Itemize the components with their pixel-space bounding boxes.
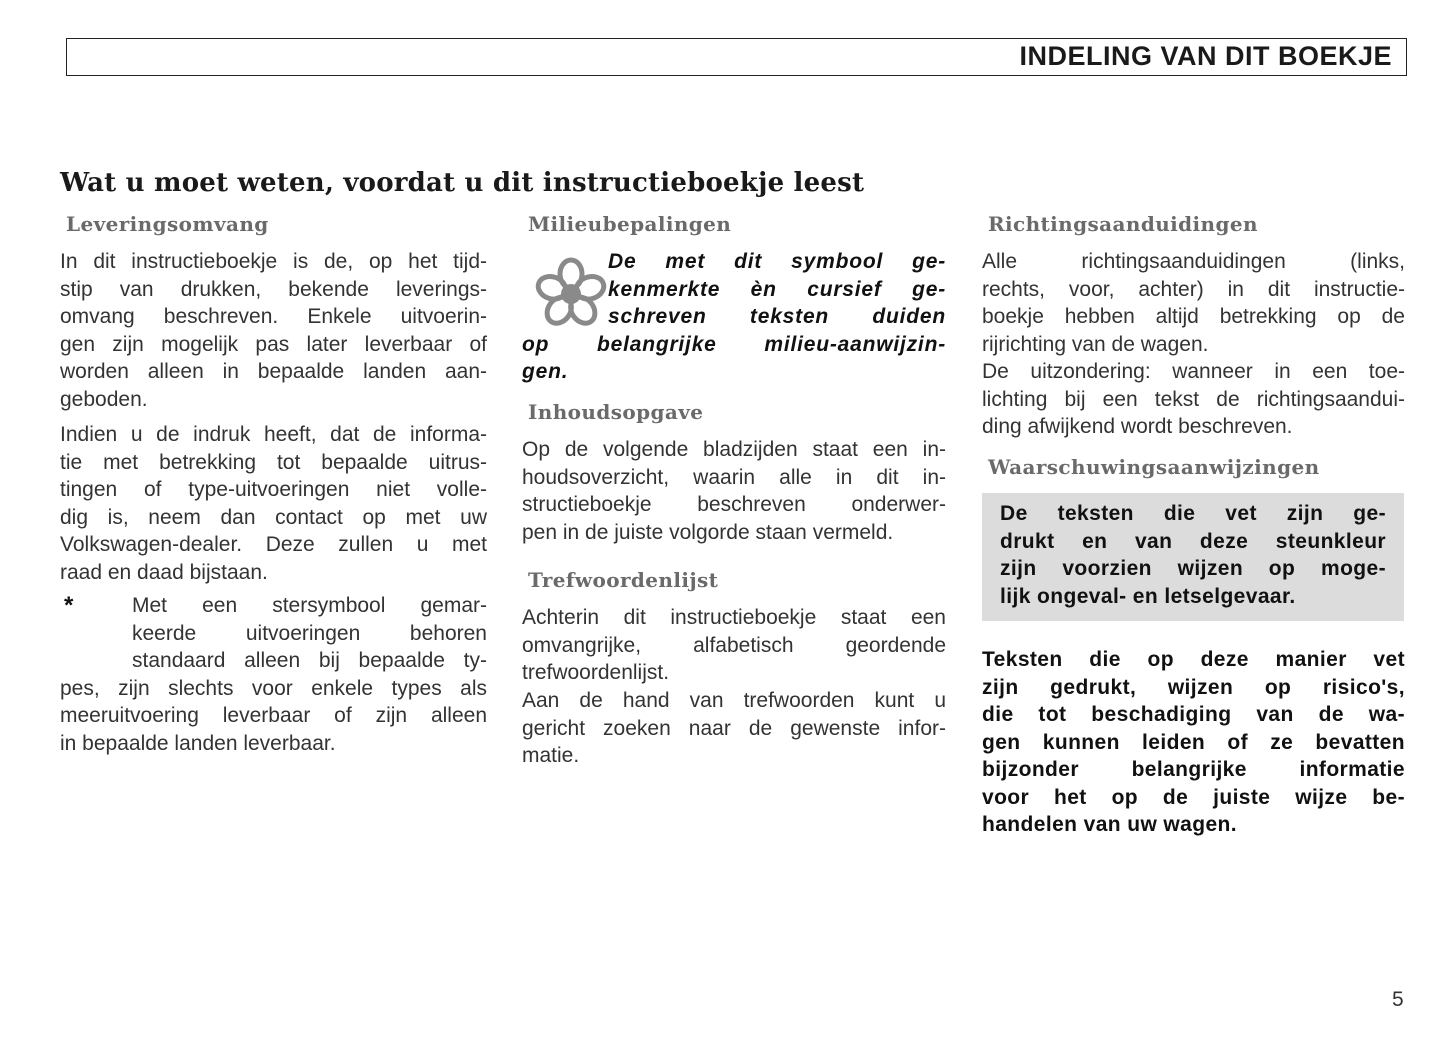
heading-inhoudsopgave: Inhoudsopgave xyxy=(528,400,704,424)
paragraph xyxy=(982,248,1405,358)
paragraph-star-note xyxy=(60,592,487,757)
text-line: keerde uitvoeringen behoren xyxy=(132,621,487,645)
text-line: matie. xyxy=(522,744,580,767)
header-bar xyxy=(66,38,1407,76)
heading-richtingsaanduidingen: Richtingsaanduidingen xyxy=(988,212,1258,236)
heading-milieubepalingen: Milieubepalingen xyxy=(528,212,732,236)
text-line: die tot beschadiging van de wa- xyxy=(982,703,1405,726)
text-line: raad en daad bijstaan. xyxy=(60,560,268,584)
text-line: lichting bij een tekst de richtingsaandui- xyxy=(982,387,1405,411)
text-line: boekje hebben altijd betrekking op de xyxy=(982,305,1405,328)
text-line: In dit instructieboekje is de, op het tijd- xyxy=(60,250,487,273)
page-title: Wat u moet weten, voordat u dit instructieboekje leest xyxy=(60,168,865,198)
heading-trefwoordenlijst: Trefwoordenlijst xyxy=(528,568,719,592)
text-line: dig is, neem dan contact op met uw xyxy=(60,505,487,529)
text-line: De teksten die vet zijn ge- xyxy=(1000,502,1386,525)
text-line: structieboekje beschreven onderwer- xyxy=(522,493,946,516)
paragraph xyxy=(522,687,946,770)
paragraph xyxy=(522,436,946,546)
paragraph xyxy=(982,358,1405,441)
text-line: Achterin dit instructieboekje staat een xyxy=(522,606,946,629)
text-line: trefwoordenlijst. xyxy=(522,661,670,684)
text-line: gen zijn mogelijk pas later leverbaar of xyxy=(60,332,487,356)
text-line: Indien u de indruk heeft, dat de informa- xyxy=(60,423,487,446)
text-line: De met dit symbool ge- xyxy=(608,250,946,273)
text-line: geboden. xyxy=(60,387,148,411)
text-line: rechts, voor, achter) in dit instructie- xyxy=(982,277,1405,301)
text-line: omvangrijke, alfabetisch geordende xyxy=(522,633,946,657)
section-title: INDELING VAN DIT BOEKJE xyxy=(1019,41,1392,71)
text-line: omvang beschreven. Enkele uitvoerin- xyxy=(60,305,487,328)
paragraph xyxy=(522,604,946,687)
text-line: pes, zijn slechts voor enkele types als xyxy=(60,676,487,700)
text-line: lijk ongeval- en letselgevaar. xyxy=(1000,584,1296,608)
paragraph xyxy=(60,248,487,413)
page-number: 5 xyxy=(1392,988,1404,1011)
text-line: pen in de juiste volgorde staan vermeld. xyxy=(522,520,894,544)
text-line: schreven teksten duiden xyxy=(608,305,946,328)
heading-leveringsomvang: Leveringsomvang xyxy=(66,212,269,236)
warning-text xyxy=(1000,500,1386,610)
text-line: meeruitvoering leverbaar of zijn alleen xyxy=(60,704,487,727)
text-line: bijzonder belangrijke informatie xyxy=(982,758,1405,781)
text-line: handelen van uw wagen. xyxy=(982,813,1238,836)
text-line: Op de volgende bladzijden staat een in- xyxy=(522,438,946,461)
text-line: in bepaalde landen leverbaar. xyxy=(60,731,336,755)
text-line: worden alleen in bepaalde landen aan- xyxy=(60,360,487,383)
text-line: zijn gedrukt, wijzen op risico's, xyxy=(982,675,1405,699)
heading-waarschuwingsaanwijzingen: Waarschuwingsaanwijzingen xyxy=(988,455,1320,479)
text-line: stip van drukken, bekende leverings- xyxy=(60,277,487,301)
environment-note xyxy=(522,248,946,386)
text-line: gericht zoeken naar de gewenste infor- xyxy=(522,716,946,740)
text-line: Met een stersymbool gemar- xyxy=(132,594,487,617)
paragraph xyxy=(60,421,487,586)
text-line: De uitzondering: wanneer in een toe- xyxy=(982,360,1405,383)
text-line: gen kunnen leiden of ze bevatten xyxy=(982,730,1405,754)
text-line: Volkswagen-dealer. Deze zullen u met xyxy=(60,533,487,556)
text-line: Alle richtingsaanduidingen (links, xyxy=(982,250,1405,273)
text-line: houdsoverzicht, waarin alle in dit in- xyxy=(522,465,946,489)
text-line: ding afwijkend wordt beschreven. xyxy=(982,415,1293,438)
text-line: gen. xyxy=(522,360,569,383)
text-line: tie met betrekking tot bepaalde uitrus- xyxy=(60,450,487,474)
text-line: standaard alleen bij bepaalde ty- xyxy=(132,649,487,672)
text-line: kenmerkte èn cursief ge- xyxy=(608,277,946,301)
text-line: tingen of type-uitvoeringen niet volle- xyxy=(60,478,487,501)
text-line: Aan de hand van trefwoorden kunt u xyxy=(522,689,946,712)
text-line: voor het op de juiste wijze be- xyxy=(982,785,1405,809)
caution-text xyxy=(982,646,1405,839)
text-line: zijn voorzien wijzen op moge- xyxy=(1000,557,1386,580)
text-line: Teksten die op deze manier vet xyxy=(982,648,1405,671)
text-line: op belangrijke milieu-aanwijzin- xyxy=(522,332,946,356)
text-line: drukt en van deze steunkleur xyxy=(1000,529,1386,553)
text-line: rijrichting van de wagen. xyxy=(982,332,1209,356)
star-symbol: * xyxy=(64,592,74,619)
